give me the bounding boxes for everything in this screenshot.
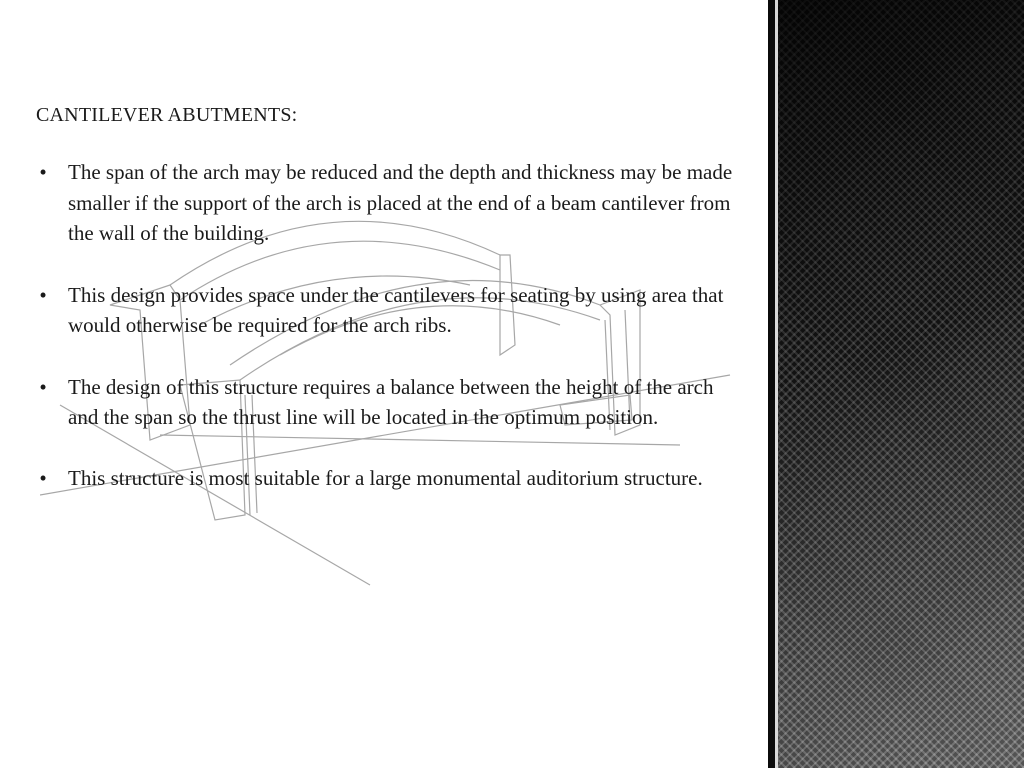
bullet-text: The design of this structure requires a balance between the height of the arch and the span so the thrust line will be located in the optimum position. (68, 374, 714, 430)
text-block (36, 104, 748, 525)
bullet-list (36, 157, 748, 494)
bullet-item (36, 463, 748, 494)
bullet-item (36, 280, 748, 341)
bullet-dot-icon: • (39, 466, 47, 491)
bullet-dot-icon: • (39, 160, 47, 184)
slide-heading: CANTILEVER ABUTMENTS: (36, 104, 298, 126)
bullet-item (36, 372, 748, 433)
bullet-item (36, 157, 748, 249)
bullet-text: The span of the arch may be reduced and the depth and thickness may be made smaller if the support of the arch is placed at the end of a beam cantilever from the wall of the building. (68, 160, 733, 246)
bullet-dot-icon: • (39, 282, 47, 307)
bullet-dot-icon: • (39, 374, 47, 399)
decorative-carbon-panel (768, 0, 1024, 768)
panel-divider-highlight (775, 0, 778, 768)
bullet-text: This design provides space under the cantilevers for seating by using area that would otherwise be required for the arch ribs. (68, 282, 724, 338)
bullet-text: This structure is most suitable for a large monumental auditorium structure. (68, 466, 703, 491)
